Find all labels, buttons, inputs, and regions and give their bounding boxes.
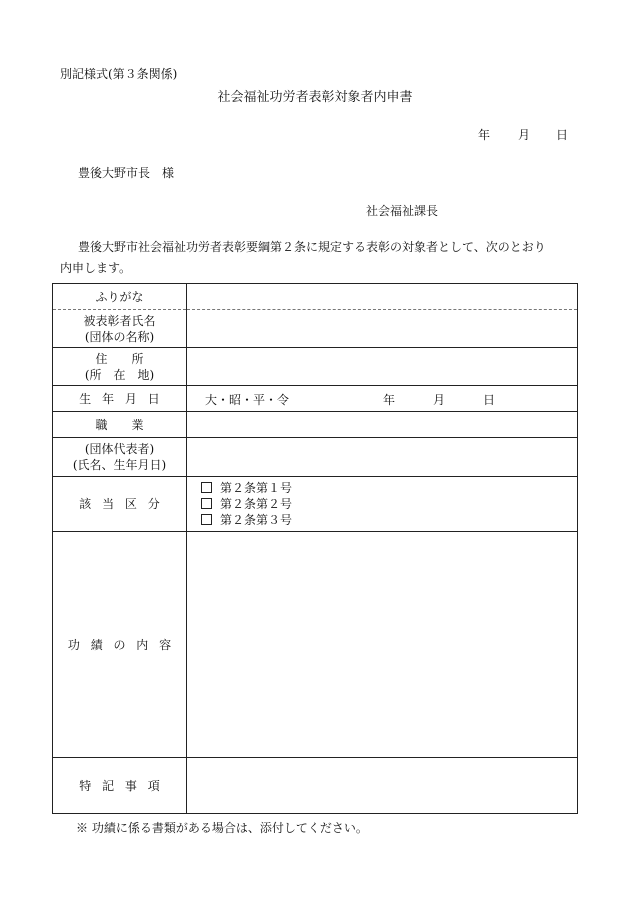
remarks-row [53, 758, 578, 814]
occupation-row [53, 412, 578, 438]
document-title: 社会福祉功労者表彰対象者内申書 [217, 90, 413, 105]
name-label-line-2: (団体の名称) [84, 329, 155, 344]
birthdate-year-label: 年 [383, 393, 396, 407]
category-options [187, 477, 578, 532]
addressee: 豊後大野市長 様 [78, 166, 175, 180]
representative-row [53, 438, 578, 477]
representative-field[interactable] [187, 438, 578, 477]
birthdate-label: 生年月日 [53, 386, 187, 412]
address-label [53, 348, 187, 386]
birthdate-row [53, 386, 578, 412]
occupation-field[interactable] [187, 412, 578, 438]
representative-label-line-2: (氏名、生年月日) [72, 458, 167, 472]
checkbox-icon[interactable] [201, 482, 212, 493]
application-form-table [52, 283, 578, 814]
achievement-field[interactable] [187, 532, 578, 758]
name-field[interactable] [187, 310, 578, 348]
birthdate-day-label: 日 [483, 393, 496, 407]
sender: 社会福祉課長 [366, 204, 439, 218]
birthdate-field[interactable] [187, 386, 578, 412]
name-label [53, 310, 187, 348]
date-day-label: 日 [556, 128, 569, 142]
achievement-label: 功績の内容 [53, 532, 187, 758]
representative-label-line-1: (団体代表者) [84, 442, 155, 456]
address-label-line-2: (所 在 地) [84, 367, 155, 382]
furigana-row [53, 284, 578, 310]
checkbox-icon[interactable] [201, 498, 212, 509]
checkbox-icon[interactable] [201, 514, 212, 525]
category-row [53, 477, 578, 532]
category-option-1[interactable]: 第２条第１号 [201, 480, 577, 496]
remarks-field[interactable] [187, 758, 578, 814]
furigana-field[interactable] [187, 284, 578, 310]
intro-line-1: 豊後大野市社会福祉功労者表彰要綱第２条に規定する表彰の対象者として、次のとおり [78, 240, 546, 254]
address-row [53, 348, 578, 386]
birthdate-month-label: 月 [433, 393, 446, 407]
category-option-2[interactable]: 第２条第２号 [201, 496, 577, 512]
occupation-label: 職 業 [53, 412, 187, 438]
category-label: 該当区分 [53, 477, 187, 532]
remarks-label: 特記事項 [53, 758, 187, 814]
address-label-line-1: 住 所 [95, 351, 144, 366]
form-number: 別記様式(第３条関係) [60, 67, 178, 81]
furigana-label: ふりがな [53, 284, 187, 310]
address-field[interactable] [187, 348, 578, 386]
name-row [53, 310, 578, 348]
name-label-line-1: 被表彰者氏名 [83, 313, 156, 328]
birthdate-era-options: 大・昭・平・令 [205, 393, 290, 407]
intro-line-2: 内申します。 [60, 261, 132, 275]
date-year-label: 年 [478, 128, 491, 142]
representative-label [53, 438, 187, 477]
category-option-3[interactable]: 第２条第３号 [201, 512, 577, 528]
date-month-label: 月 [518, 128, 531, 142]
footnote: ※ 功績に係る書類がある場合は、添付してください。 [76, 821, 368, 835]
achievement-row [53, 532, 578, 758]
